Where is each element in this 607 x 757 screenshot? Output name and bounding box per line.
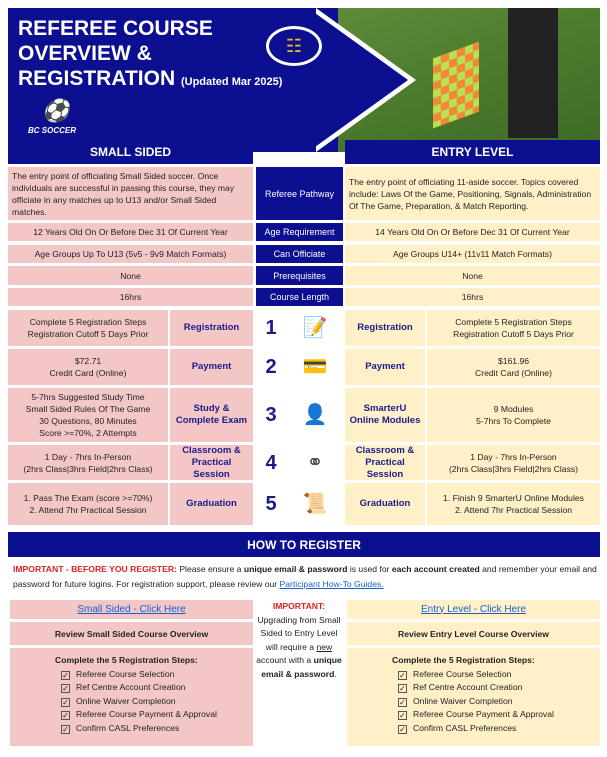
small-sided-step-detail: 1. Pass The Exam (score >=70%) 2. Attend 7hr Practical Session <box>8 483 168 525</box>
entry-level-step-label: Classroom & Practical Session <box>345 445 425 480</box>
checkbox-icon: ✓ <box>399 724 406 734</box>
how-to-guides-link[interactable]: Participant How-To Guides. <box>279 579 384 589</box>
entry-level-review-link[interactable]: Review Entry Level Course Overview <box>347 622 600 645</box>
checklist-item <box>392 708 554 722</box>
small-sided-step-label: Classroom & Practical Session <box>170 445 253 480</box>
checkbox-icon: ✓ <box>62 670 69 680</box>
page-title: REFEREE COURSE OVERVIEW & REGISTRATION (Updated Mar 2025) <box>18 17 283 90</box>
small-sided-step-label: Payment <box>170 349 253 385</box>
row-label: Can Officiate <box>256 245 343 263</box>
entry-level-value: 14 Years Old On Or Before Dec 31 Of Current Year <box>345 223 600 241</box>
entry-level-step-label: Registration <box>345 310 425 346</box>
entry-level-step-detail: 1. Finish 9 SmarterU Online Modules 2. Attend 7hr Practical Session <box>427 483 600 525</box>
entry-level-step-detail: $161.96 Credit Card (Online) <box>427 349 600 385</box>
small-sided-value: The entry point of officiating Small Sided soccer. Once individuals are successful in passing this course, they may officiate in any matches up to U13 and/or Small Sided matches. <box>8 167 253 220</box>
step-number: 3 <box>265 404 277 426</box>
small-sided-header: SMALL SIDED <box>8 140 253 164</box>
header-banner <box>8 8 600 152</box>
entry-level-value: Age Groups U14+ (11v11 Match Formats) <box>345 245 600 263</box>
checklist-label: Ref Centre Account Creation <box>413 682 523 692</box>
checklist-label: Referee Course Payment & Approval <box>76 709 217 719</box>
small-sided-step-detail: $72.71 Credit Card (Online) <box>8 349 168 385</box>
entry-level-step-label: SmarterU Online Modules <box>345 388 425 442</box>
entry-level-step-label: Payment <box>345 349 425 385</box>
checkbox-icon: ✓ <box>62 724 69 734</box>
checkbox-icon: ✓ <box>399 697 406 707</box>
checklist-label: Confirm CASL Preferences <box>76 722 180 733</box>
small-sided-step-detail: 1 Day - 7hrs In-Person (2hrs Class|3hrs Field|2hrs Class) <box>8 445 168 480</box>
entry-level-register-link[interactable]: Entry Level - Click Here <box>420 603 527 615</box>
checklist-label: Confirm CASL Preferences <box>413 722 517 733</box>
entry-level-header: ENTRY LEVEL <box>345 140 600 164</box>
checklist-item <box>55 722 217 736</box>
checkbox-icon: ✓ <box>399 711 406 720</box>
entry-level-step-detail: 9 Modules 5-7hrs To Complete <box>427 388 600 442</box>
small-sided-step-label: Registration <box>170 310 253 346</box>
small-sided-steps: Complete the 5 Registration Steps: ✓ Referee Course Selection ✓ Ref Centre Account Creation ✓ Online Waiver Completion ✓ Referee Course Payment & Approval ✓ Confirm CASL Preferences <box>10 648 253 746</box>
step-number: 1 <box>265 317 277 339</box>
row-label: Referee Pathway <box>256 167 343 220</box>
entry-level-step-detail: 1 Day - 7hrs In-Person (2hrs Class|3hrs Field|2hrs Class) <box>427 445 600 480</box>
certificate-icon: 📜 <box>302 493 328 515</box>
entry-level-value: None <box>345 266 600 285</box>
study-person-icon: 👤 <box>302 404 328 426</box>
checkbox-icon: ✓ <box>399 670 406 680</box>
small-sided-review-link[interactable]: Review Small Sided Course Overview <box>10 622 253 645</box>
small-sided-step-detail: Complete 5 Registration Steps Registration Cutoff 5 Days Prior <box>8 310 168 346</box>
row-label: Prerequisites <box>256 266 343 285</box>
entry-level-steps: Complete the 5 Registration Steps: ✓ Referee Course Selection ✓ Ref Centre Account Creation ✓ Online Waiver Completion ✓ Referee Course Payment & Approval ✓ Confirm CASL Preferences <box>347 648 600 746</box>
entry-level-step-detail: Complete 5 Registration Steps Registration Cutoff 5 Days Prior <box>427 310 600 346</box>
checkbox-icon: ✓ <box>399 684 406 693</box>
checkbox-icon: ✓ <box>62 711 69 720</box>
checklist-item <box>392 681 554 695</box>
classroom-icon: ☷ <box>266 26 322 66</box>
checklist-label: Referee Course Selection <box>413 668 512 679</box>
entry-level-value: 16hrs <box>345 288 600 306</box>
checklist-item <box>55 708 217 722</box>
checklist-item <box>55 681 217 695</box>
checklist-label: Referee Course Selection <box>76 668 175 679</box>
checklist-item <box>55 695 217 709</box>
registration-form-icon: 📝 <box>302 317 328 339</box>
checklist-label: Ref Centre Account Creation <box>76 682 186 692</box>
small-sided-register-link[interactable]: Small Sided - Click Here <box>77 603 186 615</box>
credit-card-icon: 💳 <box>302 356 328 378</box>
small-sided-value: Age Groups Up To U13 (5v5 - 9v9 Match Formats) <box>8 245 253 263</box>
bc-soccer-logo: ⚽ BC SOCCER <box>28 98 77 135</box>
entry-level-value: The entry point of officiating 11-aside soccer. Topics covered include: Laws Of the Game, Positioning, Signals, Administration Of The Game, Preparation, & Match Reporting. <box>345 167 600 220</box>
how-to-register-header: HOW TO REGISTER <box>8 532 600 557</box>
checkbox-icon: ✓ <box>62 684 69 693</box>
step-number: 4 <box>265 451 277 474</box>
entry-level-step-label: Graduation <box>345 483 425 525</box>
step-number: 2 <box>265 356 277 378</box>
small-sided-value: 16hrs <box>8 288 253 306</box>
small-sided-value: 12 Years Old On Or Before Dec 31 Of Current Year <box>8 223 253 241</box>
row-label: Course Length <box>256 288 343 306</box>
important-notice: IMPORTANT - BEFORE YOU REGISTER: Please ensure a unique email & password is used for each account created and remember your email and password for future logins. For registration support, please review our Participant How-To Guides. <box>13 564 597 589</box>
upgrade-note: IMPORTANT: Upgrading from Small Sided to Entry Level will require a new account with a unique email & password. <box>256 601 342 679</box>
small-sided-step-label: Study & Complete Exam <box>170 388 253 442</box>
checklist-label: Online Waiver Completion <box>413 695 513 706</box>
checklist-item <box>392 695 554 709</box>
checklist-label: Referee Course Payment & Approval <box>413 709 554 719</box>
checklist-item <box>55 668 217 682</box>
checkbox-icon: ✓ <box>62 697 69 707</box>
checklist-label: Online Waiver Completion <box>76 695 176 706</box>
small-sided-value: None <box>8 266 253 285</box>
row-label: Age Requirement <box>256 223 343 241</box>
whistle-icon: ⚭ <box>306 451 324 474</box>
step-number: 5 <box>265 493 277 515</box>
small-sided-step-detail: 5-7hrs Suggested Study Time Small Sided Rules Of The Game 30 Questions, 80 Minutes Score >=70%, 2 Attempts <box>8 388 168 442</box>
checklist-item <box>392 722 554 736</box>
checklist-item <box>392 668 554 682</box>
small-sided-step-label: Graduation <box>170 483 253 525</box>
